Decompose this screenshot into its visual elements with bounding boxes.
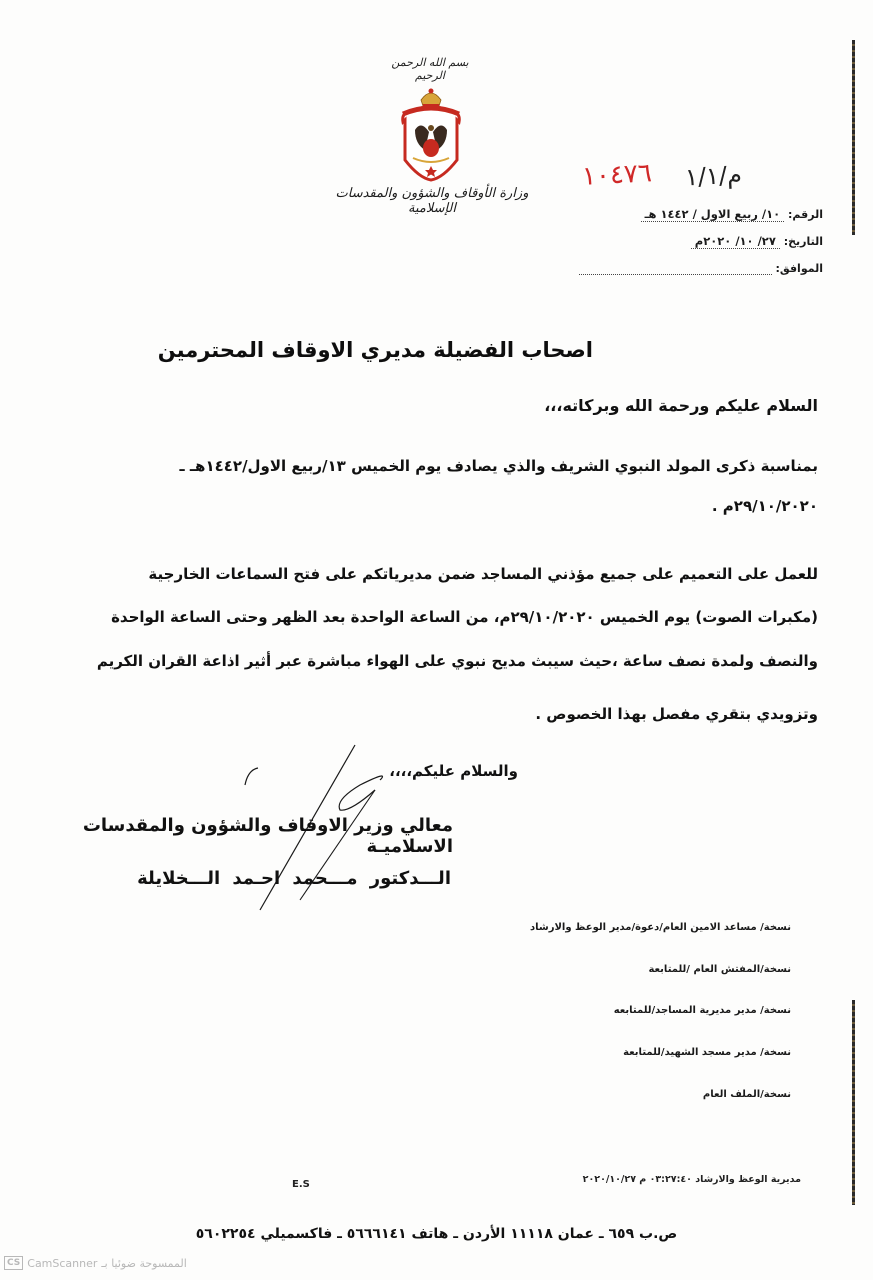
closing-salutation: والسلام عليكم،،،،	[389, 762, 518, 780]
typist-initials: E.S	[292, 1179, 310, 1190]
signatory-title: معالي وزير الاوقاف والشؤون والمقدسات الاسلاميـة	[82, 815, 453, 857]
paragraph-occasion: بمناسبة ذكرى المولد النبوي الشريف والذي يصادف يوم الخميس ١٣/ربيع الاول/١٤٤٢هـ ـ	[179, 457, 818, 475]
greeting: السلام عليكم ورحمة الله وبركاته،،،	[544, 396, 818, 415]
basmala: بسم الله الرحمن الرحيم	[391, 56, 469, 82]
copy-recipient: نسخة/المفتش العام /للمتابعة	[648, 964, 791, 975]
paragraph-instruction-line-1: للعمل على التعميم على جميع مؤذني المساجد ضمن مديرياتكم على فتح السماعات الخارجية	[148, 565, 818, 583]
paragraph-instruction-line-2: (مكبرات الصوت) يوم الخميس ٢٩/١٠/٢٠٢٠م، من الساعة الواحدة بعد الظهر وحتى الساعة الواحدة	[111, 608, 818, 626]
camscanner-arabic-text: الممسوحة ضوئيا بـ	[101, 1256, 187, 1270]
copy-recipient: نسخة/ مدير مديرية المساجد/للمتابعه	[613, 1005, 791, 1016]
ministry-name: وزارة الأوقاف والشؤون والمقدسات الإسلامية	[335, 186, 529, 216]
date-field	[523, 234, 823, 248]
copy-recipient: نسخة/ مدير مسجد الشهيد/للمتابعة	[623, 1047, 791, 1058]
signatory-name: الـــدكتور مـــحمد احـمد الـــخلايلة	[137, 868, 451, 889]
corresponding-date-field	[523, 262, 823, 275]
camscanner-logo-icon: CS	[4, 1256, 23, 1270]
reference-number-label: الرقم:	[788, 208, 823, 221]
copy-recipient: نسخة/ مساعد الامين العام/دعوة/مدير الوعظ والارشاد	[530, 922, 791, 933]
directorate-timestamp: مديرية الوعظ والارشاد ٠٣:٢٧:٤٠ م ٢٠٢٠/١٠/٢٧	[582, 1174, 801, 1185]
handwritten-reference-black: م/١/١	[684, 160, 743, 192]
footer-address	[0, 1226, 873, 1242]
paragraph-instruction-line-3: والنصف ولمدة نصف ساعة ،حيث سيبث مديح نبوي على الهواء مباشرة عبر أثير اذاعة القران الكريم	[96, 652, 818, 670]
copy-recipient: نسخة/الملف العام	[702, 1089, 791, 1100]
reference-number-value: ١٠/ ربيع الاول / ١٤٤٢ هـ	[641, 207, 785, 222]
jordan-coat-of-arms-icon	[395, 82, 467, 182]
paragraph-report-request: وتزويدي بتقري مفصل بهذا الخصوص .	[535, 705, 818, 723]
corresponding-date-value	[579, 262, 772, 275]
paragraph-occasion-date: ٢٩/١٠/٢٠٢٠م .	[711, 497, 818, 515]
date-label: التاريخ:	[783, 235, 823, 248]
camscanner-watermark	[4, 1256, 187, 1270]
reference-number-field	[523, 207, 823, 221]
footer-address-text: ص.ب ٦٥٩ ـ عمان ١١١١٨ الأردن ـ هاتف ٥٦٦٦١٤١ ـ فاكسميلي ٥٦٠٢٢٥٤	[195, 1226, 678, 1242]
letter-title: اصحاب الفضيلة مديري الاوقاف المحترمين	[157, 338, 593, 362]
scan-edge-bottom	[852, 1000, 855, 1205]
camscanner-text: CamScanner	[27, 1256, 98, 1270]
scan-edge-top	[852, 40, 855, 235]
date-value: ٢٧/ ١٠/ ٢٠٢٠م	[691, 234, 780, 249]
corresponding-date-label: الموافق:	[775, 262, 823, 275]
handwritten-reference-red: ١٠٤٧٦	[581, 158, 653, 192]
